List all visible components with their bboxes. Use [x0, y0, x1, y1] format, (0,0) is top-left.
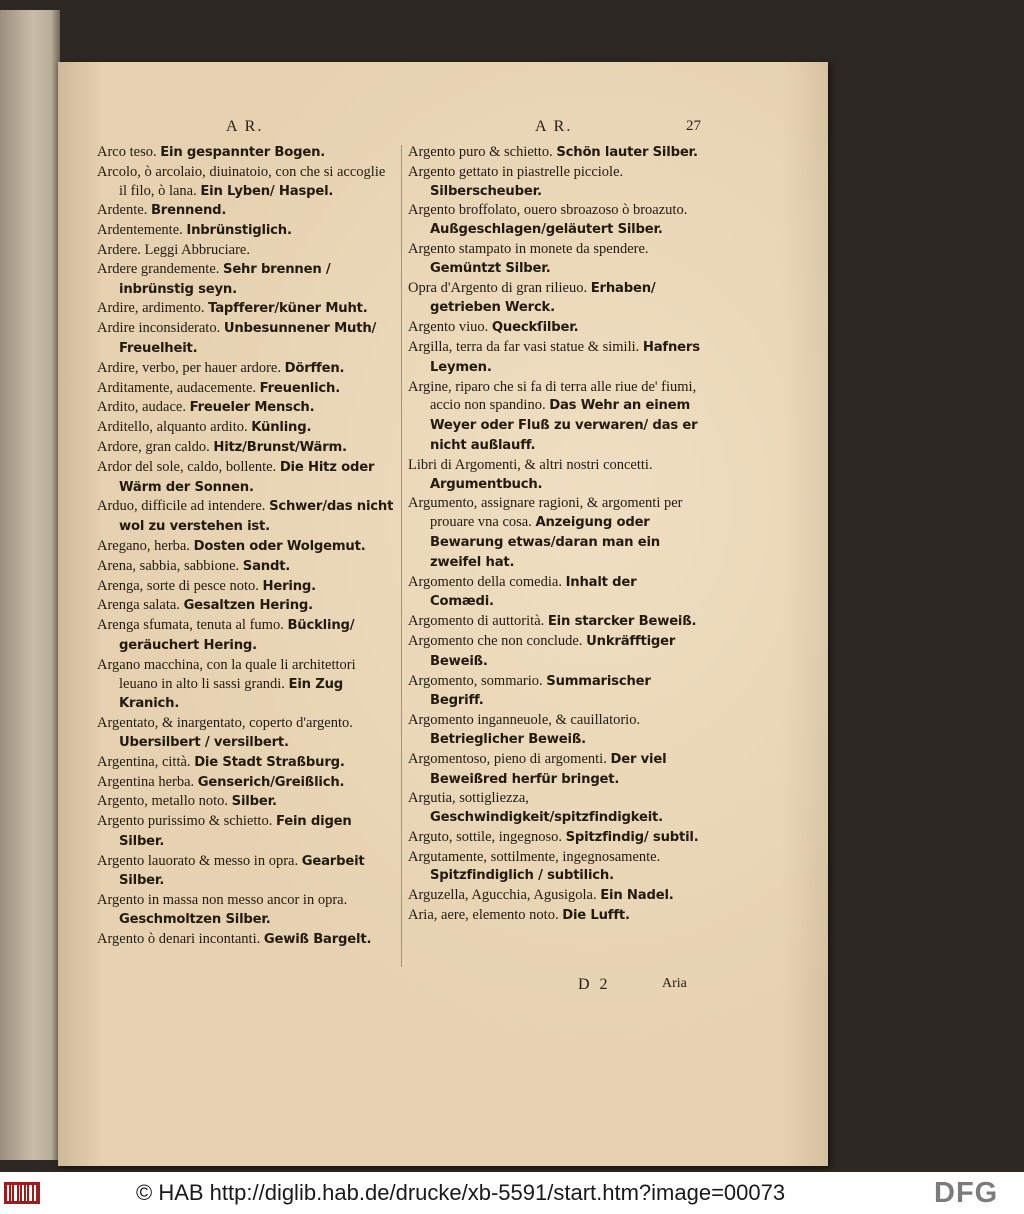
dictionary-entry	[97, 930, 395, 950]
dictionary-entry	[97, 201, 395, 221]
italian-term: Arco teso.	[97, 144, 157, 160]
german-translation: Geschwindigkeit/spitzfindigkeit.	[430, 810, 663, 826]
german-translation: Die Hitz oder Wärm der Sonnen.	[119, 459, 375, 495]
footer-bar	[0, 1172, 1024, 1214]
italian-term: Argentina herba.	[97, 773, 195, 790]
german-translation: Ein gespannter Bogen.	[160, 145, 326, 160]
italian-term: Arguzella, Agucchia, Agusigola.	[408, 887, 597, 904]
italian-term: Argomento di auttorità.	[408, 613, 545, 630]
dictionary-entry	[408, 632, 704, 672]
italian-term: Argomento della comedia.	[408, 573, 562, 590]
german-translation: Schön lauter Silber.	[556, 145, 698, 160]
italian-term: Arcolo, ò arcolaio, diuinatoio, con che si accoglie il filo, ò lana.	[97, 163, 386, 199]
dictionary-entry	[97, 753, 395, 773]
italian-term: Argento viuo.	[408, 319, 489, 336]
dictionary-entry	[408, 240, 704, 279]
german-translation: Freuenlich.	[259, 380, 341, 396]
dictionary-entry	[97, 852, 395, 892]
german-translation: Summarischer Begriff.	[430, 673, 651, 709]
italian-term: Argano macchina, con la quale li architettori leuano in alto li sassi grandi.	[97, 656, 356, 692]
italian-term: Ardentemente.	[97, 222, 183, 239]
german-translation: Argumentbuch.	[430, 476, 543, 492]
dictionary-entry	[97, 241, 395, 260]
hab-logo-icon	[4, 1180, 40, 1206]
german-translation: Inbrünstiglich.	[186, 223, 292, 239]
dictionary-entry	[408, 163, 704, 202]
italian-term: Argento broffolato, ouero sbroazoso ò broazuto.	[408, 202, 688, 219]
dictionary-entry	[408, 672, 704, 712]
dictionary-entry	[408, 906, 704, 926]
italian-term: Argomento, sommario.	[408, 672, 543, 689]
german-translation: Sehr brennen / inbrünstig seyn.	[119, 261, 331, 297]
dictionary-entry	[97, 163, 395, 202]
dictionary-entry	[97, 458, 395, 498]
german-translation: Queckſilber.	[491, 320, 579, 336]
italian-term: Argento in massa non messo ancor in opra.	[97, 892, 348, 909]
dictionary-entry	[97, 359, 395, 379]
german-translation: Gewiß Bargelt.	[263, 931, 372, 947]
german-translation: Künling.	[251, 420, 312, 436]
signature-mark: D 2	[578, 976, 611, 993]
page-number: 27	[686, 118, 701, 134]
italian-term: Ardere. Leggi Abbruciare.	[97, 241, 250, 258]
german-translation: Erhaben/ getrieben Werck.	[430, 280, 656, 316]
dictionary-entry	[97, 398, 395, 418]
dictionary-entry	[408, 750, 704, 790]
dictionary-entry	[97, 379, 395, 399]
german-translation: Genserich/Greißlich.	[197, 774, 345, 790]
italian-term: Arena, sabbia, sabbione.	[97, 557, 240, 574]
italian-term: Ardire, ardimento.	[97, 300, 205, 317]
german-translation: Außgeschlagen/geläutert Silber.	[430, 222, 663, 238]
italian-term: Argento lauorato & messo in opra.	[97, 852, 299, 869]
german-translation: Silber.	[231, 794, 277, 810]
italian-term: Arduo, difficile ad intendere.	[97, 498, 266, 515]
previous-page-edge	[0, 10, 60, 1160]
italian-term: Aregano, herba.	[97, 537, 190, 554]
dictionary-entry	[97, 319, 395, 359]
dictionary-entry	[97, 497, 395, 537]
german-translation: Die Stadt Straßburg.	[194, 754, 345, 770]
dictionary-entry	[408, 886, 704, 906]
german-translation: Spitzfindig/ subtil.	[565, 829, 699, 845]
german-translation: Gesaltzen Hering.	[183, 598, 313, 614]
dictionary-entry	[97, 577, 395, 597]
german-translation: Dörffen.	[284, 360, 345, 376]
catchword: Aria	[662, 976, 687, 991]
italian-term: Arenga, sorte di pesce noto.	[97, 577, 259, 594]
dictionary-entry	[97, 418, 395, 438]
dictionary-entry	[408, 711, 704, 750]
german-translation: Schwer/das nicht wol zu verstehen ist.	[119, 499, 394, 535]
column-rule	[401, 145, 402, 967]
german-translation: Dosten oder Wolgemut.	[193, 538, 366, 554]
german-translation: Unkräfftiger Beweiß.	[430, 633, 676, 669]
dictionary-entry	[408, 378, 704, 456]
italian-term: Argento stampato in monete da spendere.	[408, 240, 649, 257]
dictionary-entry	[97, 596, 395, 616]
german-translation: Die Lufft.	[562, 908, 630, 924]
dictionary-entry	[97, 891, 395, 930]
italian-term: Ardire inconsiderato.	[97, 320, 221, 337]
italian-term: Arditamente, audacemente.	[97, 379, 257, 396]
german-translation: Ein starcker Beweiß.	[547, 614, 697, 630]
german-translation: Betrieglicher Beweiß.	[430, 731, 586, 747]
german-translation: Ein Zug Kranich.	[119, 676, 344, 712]
italian-term: Argomento che non conclude.	[408, 632, 583, 649]
italian-term: Opra d'Argento di gran rilieuo.	[408, 279, 588, 296]
italian-term: Argentina, città.	[97, 753, 191, 770]
german-translation: Brennend.	[150, 203, 227, 219]
italian-term: Ardor del sole, caldo, bollente.	[97, 458, 277, 475]
german-translation: Inhalt der Comædi.	[430, 574, 637, 610]
italian-term: Argentato, & inargentato, coperto d'argento.	[97, 715, 353, 732]
dictionary-entry	[97, 299, 395, 319]
german-translation: Spitzfindiglich / subtilich.	[430, 868, 614, 884]
italian-term: Argomentoso, pieno di argomenti.	[408, 750, 607, 767]
german-translation: Bückling/ geräuchert Hering.	[119, 618, 355, 653]
italian-term: Ardire, verbo, per hauer ardore.	[97, 359, 281, 376]
italian-term: Ardere grandemente.	[97, 260, 220, 277]
italian-term: Ardito, audace.	[97, 399, 186, 416]
dictionary-entry	[97, 792, 395, 812]
dictionary-entry	[408, 143, 704, 163]
german-translation: Das Wehr an einem Weyer oder Fluß zu verwaren/ das er nicht außlauff.	[430, 398, 698, 453]
dictionary-entry	[408, 848, 704, 887]
dictionary-entry	[408, 318, 704, 338]
german-translation: Silberscheuber.	[430, 183, 542, 199]
italian-term: Aria, aere, elemento noto.	[408, 907, 559, 924]
german-translation: Gearbeit Silber.	[119, 853, 365, 889]
italian-term: Argine, riparo che si fa di terra alle riue de' fiumi, accio non spandino.	[408, 378, 697, 414]
italian-term: Argomento inganneuole, & cauillatorio.	[408, 712, 641, 729]
dictionary-entry	[97, 537, 395, 557]
german-translation: Geschmoltzen Silber.	[119, 912, 271, 928]
italian-term: Arditello, alquanto ardito.	[97, 419, 248, 436]
italian-term: Argento ò denari incontanti.	[97, 930, 261, 947]
dictionary-entry	[97, 438, 395, 458]
dictionary-entry	[408, 338, 704, 378]
italian-term: Arenga sfumata, tenuta al fumo.	[97, 617, 284, 634]
german-translation: Ein Nadel.	[600, 888, 674, 904]
italian-term: Argilla, terra da far vasi statue & simili.	[408, 338, 640, 355]
german-translation: Gemüntzt Silber.	[430, 260, 551, 276]
right-column	[408, 143, 704, 926]
left-column	[97, 143, 395, 950]
dictionary-entry	[408, 612, 704, 632]
german-translation: Ein Lyben/ Haspel.	[200, 183, 334, 199]
italian-term: Argutia, sottigliezza,	[408, 790, 529, 807]
dictionary-entry	[97, 714, 395, 753]
dfg-logo: DFG	[934, 1177, 999, 1209]
italian-term: Argento puro & schietto.	[408, 144, 553, 160]
italian-term: Argento, metallo noto.	[97, 793, 229, 810]
german-translation: Hering.	[262, 578, 316, 594]
italian-term: Argento gettato in piastrelle picciole.	[408, 163, 624, 180]
dictionary-entry	[97, 260, 395, 300]
german-translation: Tapfferer/küner Muht.	[208, 301, 368, 317]
italian-term: Argutamente, sottilmente, ingegnosamente.	[408, 848, 661, 865]
german-translation: Sandt.	[242, 558, 291, 574]
dictionary-entry	[408, 456, 704, 495]
italian-term: Ardore, gran caldo.	[97, 438, 210, 455]
german-translation: Hafners Leymen.	[430, 339, 700, 375]
copyright-credit[interactable]: © HAB http://diglib.hab.de/drucke/xb-5591/start.htm?image=00073	[136, 1180, 786, 1205]
italian-term: Libri di Argomenti, & altri nostri concetti.	[408, 456, 653, 473]
german-translation: Fein digen Silber.	[119, 814, 352, 849]
dictionary-entry	[97, 616, 395, 656]
german-translation: Anzeigung oder Bewarung etwas/daran man ein zweifel hat.	[430, 515, 660, 570]
running-head-left: A R.	[226, 118, 264, 135]
dictionary-entry	[408, 573, 704, 613]
italian-term: Arenga salata.	[97, 597, 180, 614]
dictionary-entry	[408, 201, 704, 240]
german-translation: Ubersilbert / versilbert.	[119, 734, 289, 750]
dictionary-entry	[408, 494, 704, 572]
dictionary-entry	[408, 828, 704, 848]
italian-term: Argumento, assignare ragioni, & argomenti per prouare vna cosa.	[408, 495, 683, 531]
dictionary-entry	[408, 279, 704, 319]
dictionary-entry	[408, 789, 704, 828]
german-translation: Freueler Mensch.	[189, 400, 315, 416]
dictionary-entry	[97, 143, 395, 163]
running-head-right: A R.	[535, 118, 573, 135]
german-translation: Unbesunnener Muth/ Freuelheit.	[119, 321, 377, 356]
dictionary-entry	[97, 773, 395, 793]
dictionary-entry	[97, 812, 395, 852]
dictionary-entry	[97, 221, 395, 241]
italian-term: Arguto, sottile, ingegnoso.	[408, 828, 562, 845]
german-translation: Hitz/Brunst/Wärm.	[213, 439, 347, 455]
dictionary-entry	[97, 656, 395, 714]
italian-term: Argento purissimo & schietto.	[97, 813, 273, 830]
german-translation: Der viel Beweißred herfür bringet.	[430, 751, 667, 787]
dictionary-entry	[97, 557, 395, 577]
italian-term: Ardente.	[97, 202, 148, 219]
